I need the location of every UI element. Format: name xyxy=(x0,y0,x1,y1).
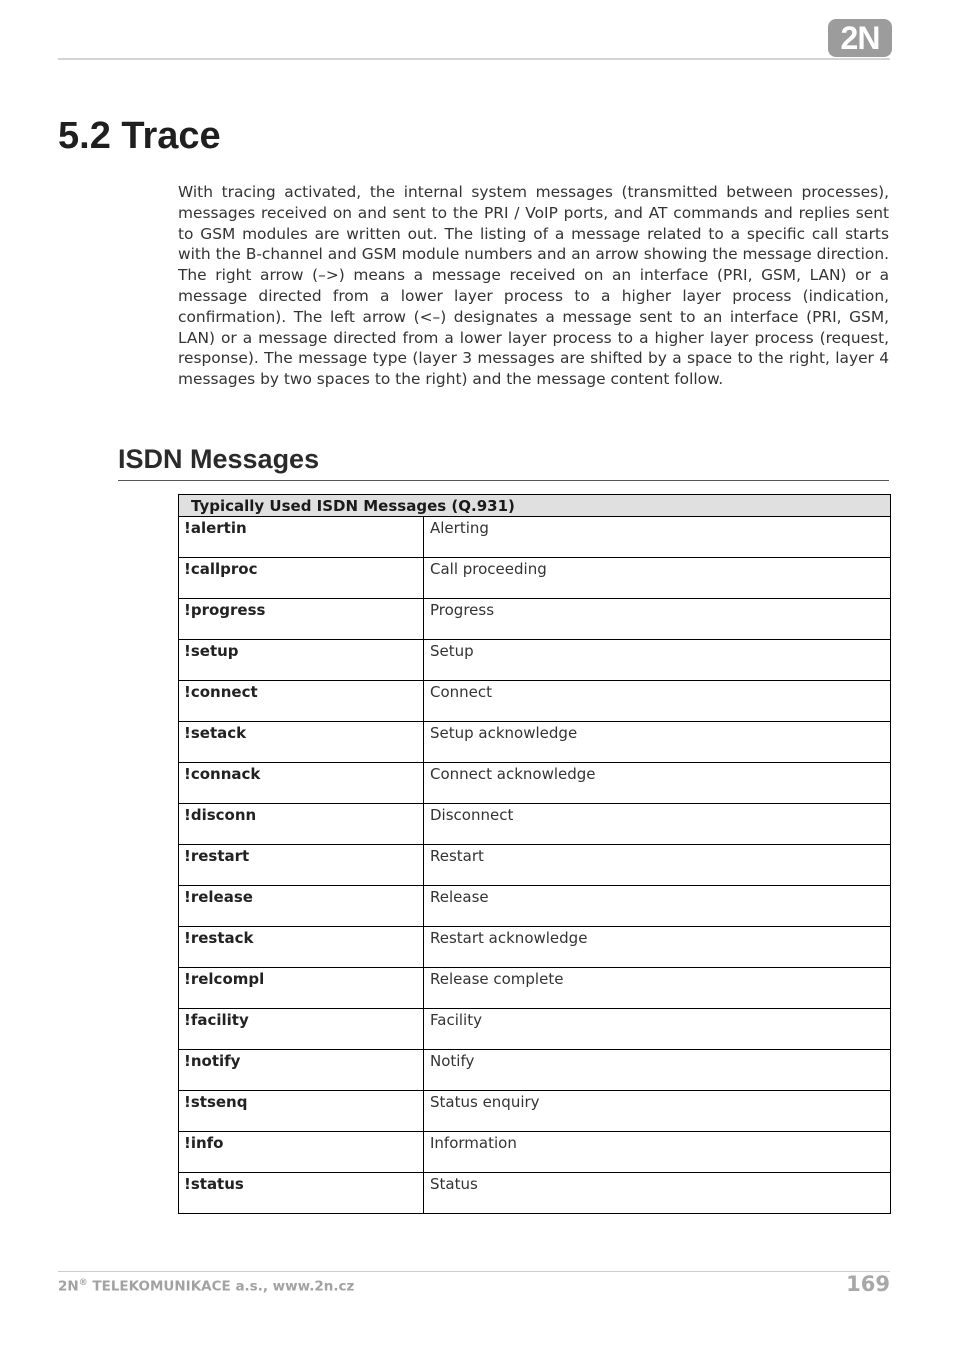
message-code: !restack xyxy=(179,927,424,968)
message-description: Setup acknowledge xyxy=(424,722,891,763)
table-row xyxy=(179,845,891,886)
message-description: Restart xyxy=(424,845,891,886)
company-logo: 2N xyxy=(828,19,892,57)
message-description: Release complete xyxy=(424,968,891,1009)
table-body xyxy=(179,517,891,1214)
message-code: !info xyxy=(179,1132,424,1173)
page-title: 5.2 Trace xyxy=(58,115,221,157)
header-divider xyxy=(58,58,890,60)
message-code: !facility xyxy=(179,1009,424,1050)
message-code: !callproc xyxy=(179,558,424,599)
footer-divider xyxy=(58,1271,890,1272)
table-row xyxy=(179,1173,891,1214)
message-code: !progress xyxy=(179,599,424,640)
footer-company-rest: TELEKOMUNIKACE a.s., www.2n.cz xyxy=(87,1278,355,1295)
footer-company-prefix: 2N xyxy=(58,1278,79,1295)
table-row xyxy=(179,722,891,763)
table-row xyxy=(179,763,891,804)
message-description: Release xyxy=(424,886,891,927)
table-row xyxy=(179,886,891,927)
table-row xyxy=(179,1009,891,1050)
message-description: Connect xyxy=(424,681,891,722)
message-code: !connect xyxy=(179,681,424,722)
table-caption: Typically Used ISDN Messages (Q.931) xyxy=(179,495,891,517)
intro-paragraph: With tracing activated, the internal system messages (transmitted between processes), messages received on and sent to the PRI / VoIP ports, and AT commands and replies sent to GSM modules are written out. The listing of a message related to a specific call starts with the B-channel and GSM module numbers and an arrow showing the message direction. The right arrow (–>) means a message received on an interface (PRI, GSM, LAN) or a message directed from a lower layer process to a higher layer process (indication, confirmation). The left arrow (<–) designates a message sent to an interface (PRI, GSM, LAN) or a message directed from a lower layer process to a higher layer process (request, response). The message type (layer 3 messages are shifted by a space to the right, layer 4 messages by two spaces to the right) and the message content follow. xyxy=(178,183,889,389)
message-description: Disconnect xyxy=(424,804,891,845)
message-code: !status xyxy=(179,1173,424,1214)
message-code: !setup xyxy=(179,640,424,681)
message-code: !relcompl xyxy=(179,968,424,1009)
table-row xyxy=(179,804,891,845)
message-description: Information xyxy=(424,1132,891,1173)
page-number: 169 xyxy=(846,1272,890,1296)
isdn-messages-table xyxy=(178,494,891,1214)
message-code: !alertin xyxy=(179,517,424,558)
message-code: !connack xyxy=(179,763,424,804)
message-code: !restart xyxy=(179,845,424,886)
message-code: !setack xyxy=(179,722,424,763)
message-description: Setup xyxy=(424,640,891,681)
table-row xyxy=(179,1091,891,1132)
message-description: Status enquiry xyxy=(424,1091,891,1132)
registered-mark: ® xyxy=(78,1278,88,1288)
message-description: Connect acknowledge xyxy=(424,763,891,804)
footer-company xyxy=(58,1278,354,1295)
message-description: Status xyxy=(424,1173,891,1214)
message-description: Facility xyxy=(424,1009,891,1050)
section-heading: ISDN Messages xyxy=(118,442,889,481)
table-row xyxy=(179,1132,891,1173)
message-description: Progress xyxy=(424,599,891,640)
table-row xyxy=(179,968,891,1009)
message-description: Call proceeding xyxy=(424,558,891,599)
table-row xyxy=(179,1050,891,1091)
table-row xyxy=(179,640,891,681)
message-description: Restart acknowledge xyxy=(424,927,891,968)
table-row xyxy=(179,927,891,968)
message-description: Notify xyxy=(424,1050,891,1091)
message-code: !release xyxy=(179,886,424,927)
table-row xyxy=(179,681,891,722)
message-description: Alerting xyxy=(424,517,891,558)
table-row xyxy=(179,599,891,640)
message-code: !stsenq xyxy=(179,1091,424,1132)
message-code: !disconn xyxy=(179,804,424,845)
message-code: !notify xyxy=(179,1050,424,1091)
table-row xyxy=(179,517,891,558)
table-row xyxy=(179,558,891,599)
